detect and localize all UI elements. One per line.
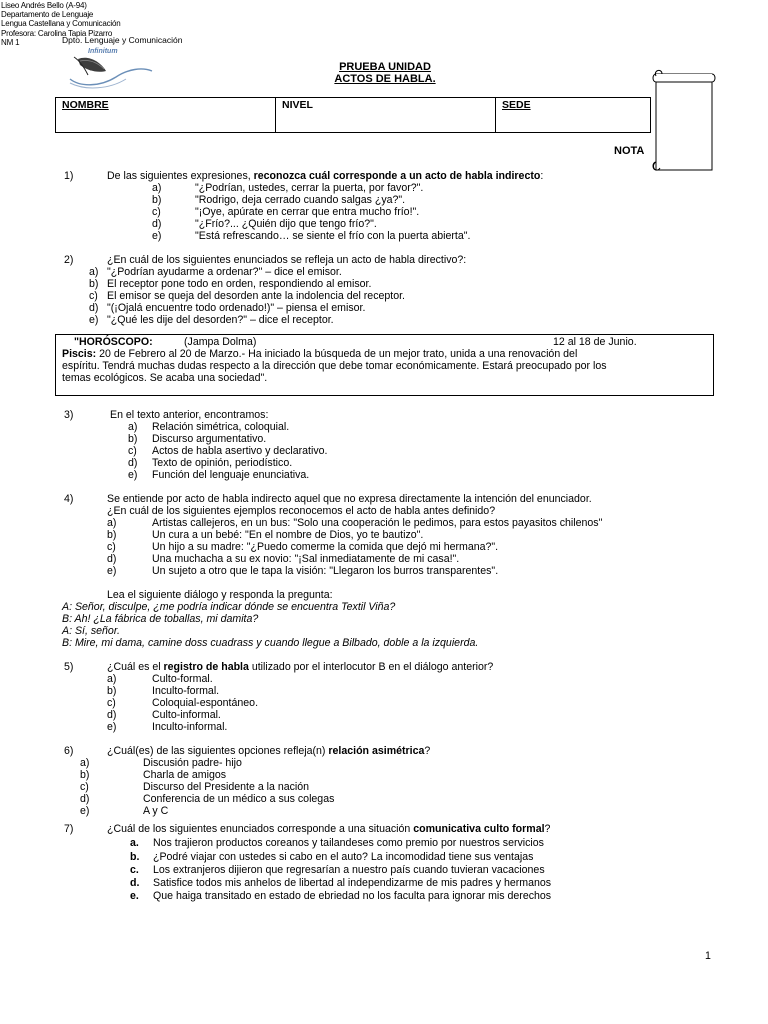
question-6-number: 6) xyxy=(64,745,74,757)
option-text[interactable]: Discurso argumentativo. xyxy=(152,433,267,445)
q-text: ¿Cuál es el xyxy=(107,661,164,673)
option-text[interactable]: Los extranjeros dijieron que regresarían a nuestro país cuando tuvieran vacaciones xyxy=(153,864,545,876)
q-text: ¿Cuál(es) de las siguientes opciones refleja(n) xyxy=(107,745,329,757)
option-letter: b) xyxy=(107,529,117,541)
scroll-icon xyxy=(650,66,718,176)
option-letter: a) xyxy=(89,266,99,278)
option-text[interactable]: Discurso del Presidente a la nación xyxy=(143,781,310,793)
horoscope-line-3: temas ecológicos. Se acaba una sociedad". xyxy=(62,372,268,384)
header-line: Departamento de Lenguaje xyxy=(1,10,94,20)
option-letter: d) xyxy=(107,709,117,721)
question-6-text xyxy=(107,745,430,757)
option-text[interactable]: Inculto-informal. xyxy=(152,721,228,733)
nivel-label: NIVEL xyxy=(282,99,313,111)
question-2-text: ¿En cuál de los siguientes enunciados se refleja un acto de habla directivo?: xyxy=(107,254,467,266)
page-title xyxy=(290,61,480,85)
title-line-1: PRUEBA UNIDAD xyxy=(339,61,431,73)
nivel-cell[interactable] xyxy=(276,98,496,133)
option-text[interactable]: Inculto-formal. xyxy=(152,685,220,697)
q-text: utilizado por el interlocutor B en el diálogo anterior? xyxy=(248,661,494,673)
option-letter: d) xyxy=(152,218,162,230)
option-letter: c) xyxy=(152,206,161,218)
option-text[interactable]: Discusión padre- hijo xyxy=(143,757,242,769)
sede-cell[interactable] xyxy=(496,98,651,133)
question-4-text-2: ¿En cuál de los siguientes ejemplos reconocemos el acto de habla antes definido? xyxy=(107,505,496,517)
option-letter: b) xyxy=(152,194,162,206)
question-3-text: En el texto anterior, encontramos: xyxy=(110,409,269,421)
option-text[interactable]: Nos trajieron productos coreanos y tailandeses como premio por nuestros servicios xyxy=(153,837,544,849)
option-text[interactable]: "Rodrigo, deja cerrado cuando salgas ¿ya?". xyxy=(195,194,406,206)
horoscope-line-1 xyxy=(62,348,577,360)
option-text[interactable]: Artistas callejeros, en un bus: "Solo una cooperación le pedimos, para estos payasitos chilenos" xyxy=(152,517,603,529)
question-1 xyxy=(64,170,73,182)
option-letter: a. xyxy=(130,837,139,849)
option-letter: d) xyxy=(89,302,99,314)
horoscope-text: 20 de Febrero al 20 de Marzo.- Ha iniciado la búsqueda de un mejor trato, unida a una renovación del xyxy=(96,348,578,360)
option-letter: d) xyxy=(107,553,117,565)
header-line: NM 1 xyxy=(1,37,20,47)
option-text[interactable]: Función del lenguaje enunciativa. xyxy=(152,469,310,481)
option-text[interactable]: "¡Oye, apúrate en cerrar que entra mucho frío!". xyxy=(195,206,420,218)
dialog-line: A: Señor, disculpe, ¿me podría indicar dónde se encuentra Textil Viña? xyxy=(62,601,396,613)
option-letter: b) xyxy=(128,433,138,445)
question-7-number: 7) xyxy=(64,823,74,835)
option-letter: d. xyxy=(130,877,140,889)
question-2-number: 2) xyxy=(64,254,74,266)
option-letter: c) xyxy=(107,541,116,553)
horoscope-line-2: espíritu. Tendrá muchas dudas respecto a la dirección que debe tomar económicamente. Estará preocupado por los xyxy=(62,360,607,372)
question-7-text xyxy=(107,823,550,835)
horoscope-author: (Jampa Dolma) xyxy=(184,336,257,348)
option-text[interactable]: Que haiga transitado en estado de ebriedad no los faculta para ignorar mis derechos xyxy=(153,890,552,902)
question-number: 1) xyxy=(64,170,74,182)
nombre-cell[interactable] xyxy=(56,98,276,133)
option-text[interactable]: Un hijo a su madre: "¿Puedo comerme la comida que dejó mi hermana?". xyxy=(152,541,499,553)
option-letter: c) xyxy=(80,781,89,793)
option-text[interactable]: Texto de opinión, periodístico. xyxy=(152,457,293,469)
option-letter: a) xyxy=(152,182,162,194)
option-letter: b) xyxy=(80,769,90,781)
school-logo xyxy=(66,47,156,93)
option-letter: c) xyxy=(89,290,98,302)
option-letter: e) xyxy=(80,805,90,817)
nombre-label: NOMBRE xyxy=(62,99,109,111)
question-1-text xyxy=(107,170,543,182)
question-5-number: 5) xyxy=(64,661,74,673)
question-4-text-1: Se entiende por acto de habla indirecto aquel que no expresa directamente la intención del enunciador. xyxy=(107,493,592,505)
option-letter: d) xyxy=(80,793,90,805)
option-letter: d) xyxy=(128,457,138,469)
option-letter: e) xyxy=(107,565,117,577)
option-letter: e. xyxy=(130,890,139,902)
option-text[interactable]: Actos de habla asertivo y declarativo. xyxy=(152,445,328,457)
sede-label: SEDE xyxy=(502,99,531,111)
option-letter: a) xyxy=(107,517,117,529)
question-3-number: 3) xyxy=(64,409,74,421)
option-text[interactable]: Un sujeto a otro que le tapa la visión: "Llegaron los burros transparentes". xyxy=(152,565,499,577)
header-line: Lengua Castellana y Comunicación xyxy=(1,19,121,29)
header-line: Liseo Andrés Bello (A-94) xyxy=(1,1,87,10)
option-text[interactable]: "¿Podrían ayudarme a ordenar?" – dice el emisor. xyxy=(107,266,342,278)
dept-label: Dpto. Lenguaje y Comunicación xyxy=(62,35,183,45)
option-text[interactable]: "¿Podrían, ustedes, cerrar la puerta, por favor?". xyxy=(195,182,424,194)
q-text: ¿Cuál de los siguientes enunciados corresponde a una situación xyxy=(107,823,414,835)
q-text: ? xyxy=(544,823,551,835)
option-text[interactable]: "Está refrescando… se siente el frío con la puerta abierta". xyxy=(195,230,471,242)
page-number: 1 xyxy=(705,950,711,962)
option-letter: c) xyxy=(107,697,116,709)
horoscope-dates: 12 al 18 de Junio. xyxy=(553,336,637,348)
option-letter: e) xyxy=(128,469,138,481)
q-text-bold: reconozca cuál corresponde a un acto de habla indirecto xyxy=(253,170,541,182)
option-text[interactable]: ¿Podré viajar con ustedes si cabo en el auto? La incomodidad tiene sus ventajas xyxy=(153,851,534,863)
option-text[interactable]: Conferencia de un médico a sus colegas xyxy=(143,793,335,805)
option-letter: b. xyxy=(130,851,140,863)
student-info-table xyxy=(55,97,651,133)
horoscope-sign: Piscis: xyxy=(62,348,97,360)
option-text[interactable]: Charla de amigos xyxy=(143,769,227,781)
option-text[interactable]: "¿Qué les dije del desorden?" – dice el receptor. xyxy=(107,314,334,326)
option-letter: c) xyxy=(128,445,137,457)
option-text[interactable]: "¿Frío?... ¿Quién dijo que tengo frío?". xyxy=(195,218,377,230)
dialog-intro: Lea el siguiente diálogo y responda la pregunta: xyxy=(107,589,333,601)
option-letter: b) xyxy=(89,278,99,290)
question-4-number: 4) xyxy=(64,493,74,505)
logo-text: Infinitum xyxy=(88,48,118,55)
option-text[interactable]: Culto-informal. xyxy=(152,709,221,721)
option-text[interactable]: Un cura a un bebé: "En el nombre de Dios, yo te bautizo". xyxy=(152,529,424,541)
option-letter: a) xyxy=(107,673,117,685)
dialog-line: B: Ah! ¿La fábrica de toballas, mi damita? xyxy=(62,613,259,625)
q-text-bold: comunicativa culto formal xyxy=(413,823,545,835)
option-text[interactable]: "(¡Ojalá encuentre todo ordenado!)" – piensa el emisor. xyxy=(107,302,366,314)
title-line-2: ACTOS DE HABLA. xyxy=(334,73,436,85)
option-text[interactable]: El receptor pone todo en orden, respondiendo al emisor. xyxy=(107,278,372,290)
grade-scroll xyxy=(650,66,718,176)
dialog-line: B: Mire, mi dama, camine doss cuadrass y cuando llegue a Bilbado, doble a la izquierda. xyxy=(62,637,479,649)
option-letter: a) xyxy=(80,757,90,769)
option-letter: a) xyxy=(128,421,138,433)
option-letter: e) xyxy=(152,230,162,242)
question-5-text xyxy=(107,661,493,673)
option-text[interactable]: Culto-formal. xyxy=(152,673,213,685)
q-text: ? xyxy=(424,745,431,757)
dialog-line: A: Sí, señor. xyxy=(62,625,120,637)
option-letter: e) xyxy=(107,721,117,733)
option-text[interactable]: A y C xyxy=(143,805,169,817)
horoscope-title: "HORÓSCOPO: xyxy=(74,336,153,348)
option-text[interactable]: Satisfice todos mis anhelos de libertad al independizarme de mis padres y hermanos xyxy=(153,877,552,889)
option-letter: c. xyxy=(130,864,139,876)
option-text[interactable]: Una muchacha a su ex novio: "¡Sal inmediatamente de mi casa!". xyxy=(152,553,460,565)
q-text: De las siguientes expresiones, xyxy=(107,170,254,182)
q-text-bold: registro de habla xyxy=(163,661,249,673)
option-text[interactable]: Relación simétrica, coloquial. xyxy=(152,421,290,433)
option-text[interactable]: El emisor se queja del desorden ante la indolencia del receptor. xyxy=(107,290,405,302)
option-text[interactable]: Coloquial-espontáneo. xyxy=(152,697,259,709)
header-line: Profesora: Carolina Tapia Pizarro xyxy=(1,28,113,38)
option-letter: b) xyxy=(107,685,117,697)
option-letter: e) xyxy=(89,314,99,326)
nota-label: NOTA xyxy=(614,145,645,157)
q-text-bold: relación asimétrica xyxy=(328,745,425,757)
q-text: : xyxy=(540,170,544,182)
